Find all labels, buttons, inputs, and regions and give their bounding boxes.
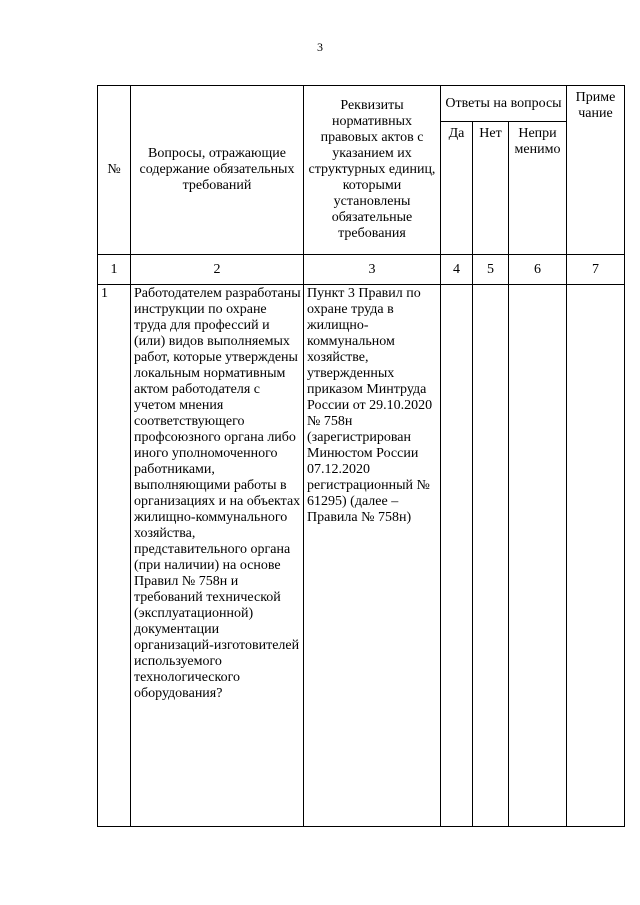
header-requisites: Реквизиты нормативных правовых актов с указанием их структурных единиц, которыми установлены обязательные требования xyxy=(304,86,441,255)
column-number: 6 xyxy=(509,255,567,285)
header-not-applicable: Непри менимо xyxy=(509,122,567,255)
column-number: 5 xyxy=(473,255,509,285)
column-number: 3 xyxy=(304,255,441,285)
column-number: 4 xyxy=(441,255,473,285)
header-no-answer: Нет xyxy=(473,122,509,255)
column-number: 2 xyxy=(131,255,304,285)
header-number: № xyxy=(98,86,131,255)
row-answer-not-applicable[interactable] xyxy=(509,285,567,827)
row-requisites: Пункт 3 Правил по охране труда в жилищно-коммунальном хозяйстве, утвержденных приказом Минтруда России от 29.10.2020 № 758н (зарегистрирован Минюстом России 07.12.2020 регистрационный № 61295) (далее – Правила № 758н) xyxy=(304,285,441,827)
page-number: 3 xyxy=(317,40,323,54)
row-answer-yes[interactable] xyxy=(441,285,473,827)
column-numbers-row xyxy=(98,255,625,285)
header-answers: Ответы на вопросы xyxy=(441,86,567,122)
row-note[interactable] xyxy=(567,285,625,827)
header-questions: Вопросы, отражающие содержание обязательных требований xyxy=(131,86,304,255)
table-row xyxy=(98,285,625,827)
column-number: 1 xyxy=(98,255,131,285)
header-note: Приме чание xyxy=(567,86,625,255)
requirements-table xyxy=(97,85,625,827)
header-yes: Да xyxy=(441,122,473,255)
column-number: 7 xyxy=(567,255,625,285)
header-row-1 xyxy=(98,86,625,122)
row-answer-no[interactable] xyxy=(473,285,509,827)
row-number: 1 xyxy=(98,285,131,827)
row-question: Работодателем разработаны инструкции по охране труда для профессий и (или) видов выполняемых работ, которые утверждены локальным нормативным актом работодателя с учетом мнения соответствующего профсоюзного органа либо иного уполномоченного работниками, выполняющими работы в организациях и на объектах жилищно-коммунального хозяйства, представительного органа (при наличии) на основе Правил № 758н и требований технической (эксплуатационной) документации организаций-изготовителей используемого технологического оборудования? xyxy=(131,285,304,827)
